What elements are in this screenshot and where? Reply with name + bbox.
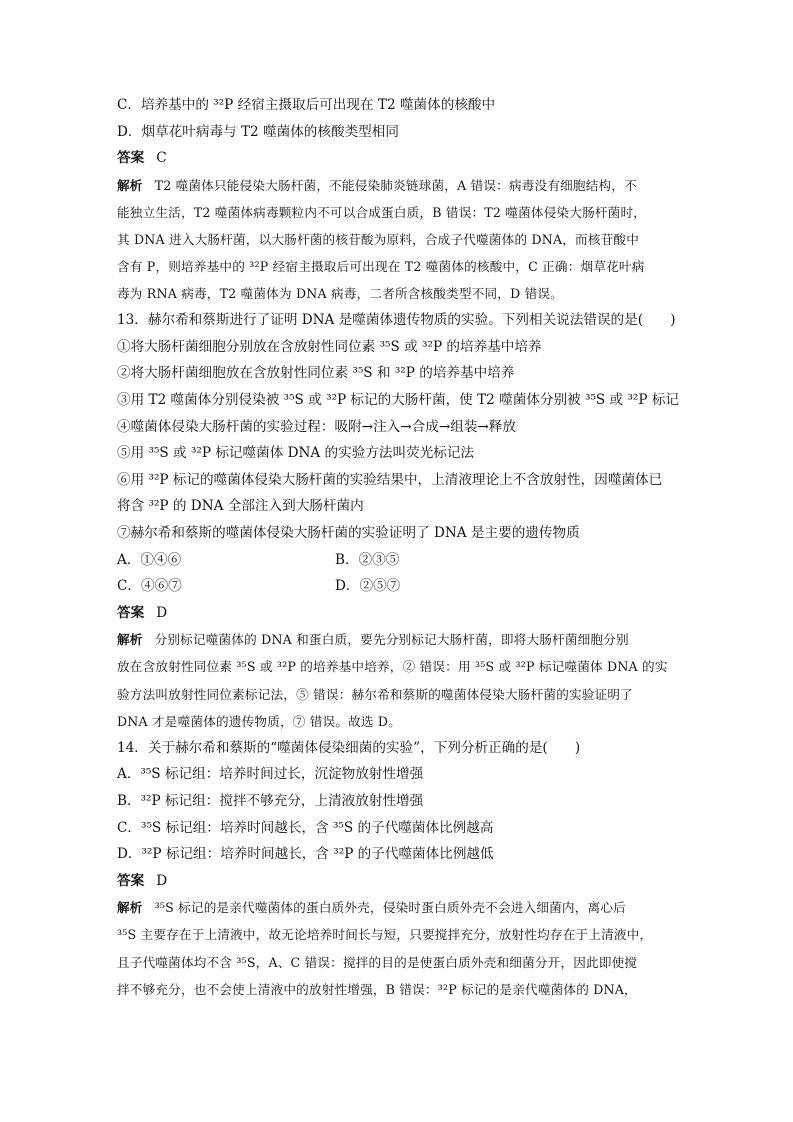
q14-option-c: C．³⁵S 标记组：培养时间越长，含 ³⁵S 的子代噬菌体比例越高: [117, 819, 494, 836]
q14-analysis-line-2: ³⁵S 主要存在于上清液中，故无论培养时间长与短，只要搅拌充分，放射性均存在于上清液中，: [117, 927, 653, 943]
q13-statement-7: ⑦赫尔希和蔡斯的噬菌体侵染大肠杆菌的实验证明了 DNA 是主要的遗传物质: [117, 525, 580, 541]
q13-answer: [117, 600, 687, 627]
answer-value: D: [156, 604, 168, 621]
q14-analysis-line-1: 解析 ³⁵S 标记的是亲代噬菌体的蛋白质外壳，侵染时蛋白质外壳不会进入细菌内，离心后: [117, 900, 626, 916]
analysis-label: 解析: [117, 900, 143, 916]
answer-label: 答案: [117, 872, 145, 889]
q14-answer: [117, 868, 687, 895]
q13-options-row-1: [117, 547, 687, 574]
q14-analysis-line-3: 且子代噬菌体均不含 ³⁵S，A、C 错误：搅拌的目的是使蛋白质外壳和细菌分开，因此即使搅: [117, 954, 638, 970]
q13-option-c: C．④⑥⑦: [117, 578, 182, 595]
answer-label: 答案: [117, 604, 145, 621]
q13-statement-1: ①将大肠杆菌细胞分别放在含放射性同位素 ³⁵S 或 ³²P 的培养基中培养: [117, 338, 542, 355]
q12-analysis-line-3: 其 DNA 进入大肠杆菌，以大肠杆菌的核苷酸为原料，合成子代噬菌体的 DNA，而核苷酸中: [117, 231, 640, 247]
q12-analysis-line-5: 毒为 RNA 病毒，T2 噬菌体为 DNA 病毒，二者所含核酸类型不同，D 错误。: [117, 286, 563, 302]
q13-option-a: A．①④⑥: [117, 551, 182, 568]
document-page: [117, 92, 687, 1003]
q13-option-b: B．②③⑤: [335, 551, 400, 568]
q14-option-d: D．³²P 标记组：培养时间越长，含 ³²P 的子代噬菌体比例越低: [117, 846, 494, 863]
answer-value: D: [156, 872, 168, 889]
q13-stem: 13．赫尔希和蔡斯进行了证明 DNA 是噬菌体遗传物质的实验。下列相关说法错误的是( ): [117, 312, 676, 329]
q12-answer: [117, 145, 687, 172]
q13-analysis-line-3: 验方法叫放射性同位素标记法，⑤ 错误：赫尔希和蔡斯的噬菌体侵染大肠杆菌的实验证明了: [117, 686, 633, 702]
answer-label: 答案: [117, 150, 145, 167]
q13-statement-2: ②将大肠杆菌细胞放在含放射性同位素 ³⁵S 和 ³²P 的培养基中培养: [117, 365, 515, 382]
q14-analysis-line-4: 拌不够充分，也不会使上清液中的放射性增强，B 错误：³²P 标记的是亲代噬菌体的 DNA，: [117, 981, 637, 997]
answer-value: C: [156, 150, 167, 167]
q12-analysis-line-4: 含有 P，则培养基中的 ³²P 经宿主摄取后可出现在 T2 噬菌体的核酸中，C 正确：烟草花叶病: [117, 259, 645, 275]
q13-statement-4: ④噬菌体侵染大肠杆菌的实验过程：吸附→注入→合成→组装→释放: [117, 418, 516, 435]
q12-analysis-line-2: 能独立生活，T2 噬菌体病毒颗粒内不可以合成蛋白质，B 错误：T2 噬菌体侵染大肠杆菌时，: [117, 204, 647, 220]
q13-analysis-line-1: 解析 分别标记噬菌体的 DNA 和蛋白质，要先分别标记大肠杆菌，即将大肠杆菌细胞分别: [117, 632, 629, 648]
q14-stem: 14．关于赫尔希和蔡斯的“噬菌体侵染细菌的实验”，下列分析正确的是( ): [117, 739, 581, 756]
analysis-label: 解析: [117, 177, 143, 193]
q13-options-row-2: [117, 573, 687, 600]
q13-analysis-line-2: 放在含放射性同位素 ³⁵S 或 ³²P 的培养基中培养，② 错误：用 ³⁵S 或 ³²P 标记噬菌体 DNA 的实: [117, 659, 668, 675]
q12-option-c: C．培养基中的 ³²P 经宿主摄取后可出现在 T2 噬菌体的核酸中: [117, 97, 496, 113]
q13-analysis-line-4: DNA 才是噬菌体的遗传物质，⑦ 错误。故选 D。: [117, 713, 402, 729]
q14-option-a: A．³⁵S 标记组：培养时间过长，沉淀物放射性增强: [117, 766, 424, 783]
q12-option-d: D．烟草花叶病毒与 T2 噬菌体的核酸类型相同: [117, 123, 399, 140]
q13-option-d: D．②⑤⑦: [335, 578, 401, 595]
q13-statement-6-cont: 将含 ³²P 的 DNA 全部注入到大肠杆菌内: [117, 498, 364, 515]
q14-option-b: B．³²P 标记组：搅拌不够充分，上清液放射性增强: [117, 792, 424, 809]
analysis-label: 解析: [117, 632, 143, 648]
q13-statement-6: ⑥用 ³²P 标记的噬菌体侵染大肠杆菌的实验结果中，上清液理论上不含放射性，因噬菌体已: [117, 471, 663, 488]
q13-statement-3: ③用 T2 噬菌体分别侵染被 ³⁵S 或 ³²P 标记的大肠杆菌，使 T2 噬菌体分别被 ³⁵S 或 ³²P 标记: [117, 392, 680, 409]
q12-analysis-line-1: 解析 T2 噬菌体只能侵染大肠杆菌，不能侵染肺炎链球菌，A 错误：病毒没有细胞结构，不: [117, 177, 637, 193]
q13-statement-5: ⑤用 ³⁵S 或 ³²P 标记噬菌体 DNA 的实验方法叫荧光标记法: [117, 445, 475, 462]
